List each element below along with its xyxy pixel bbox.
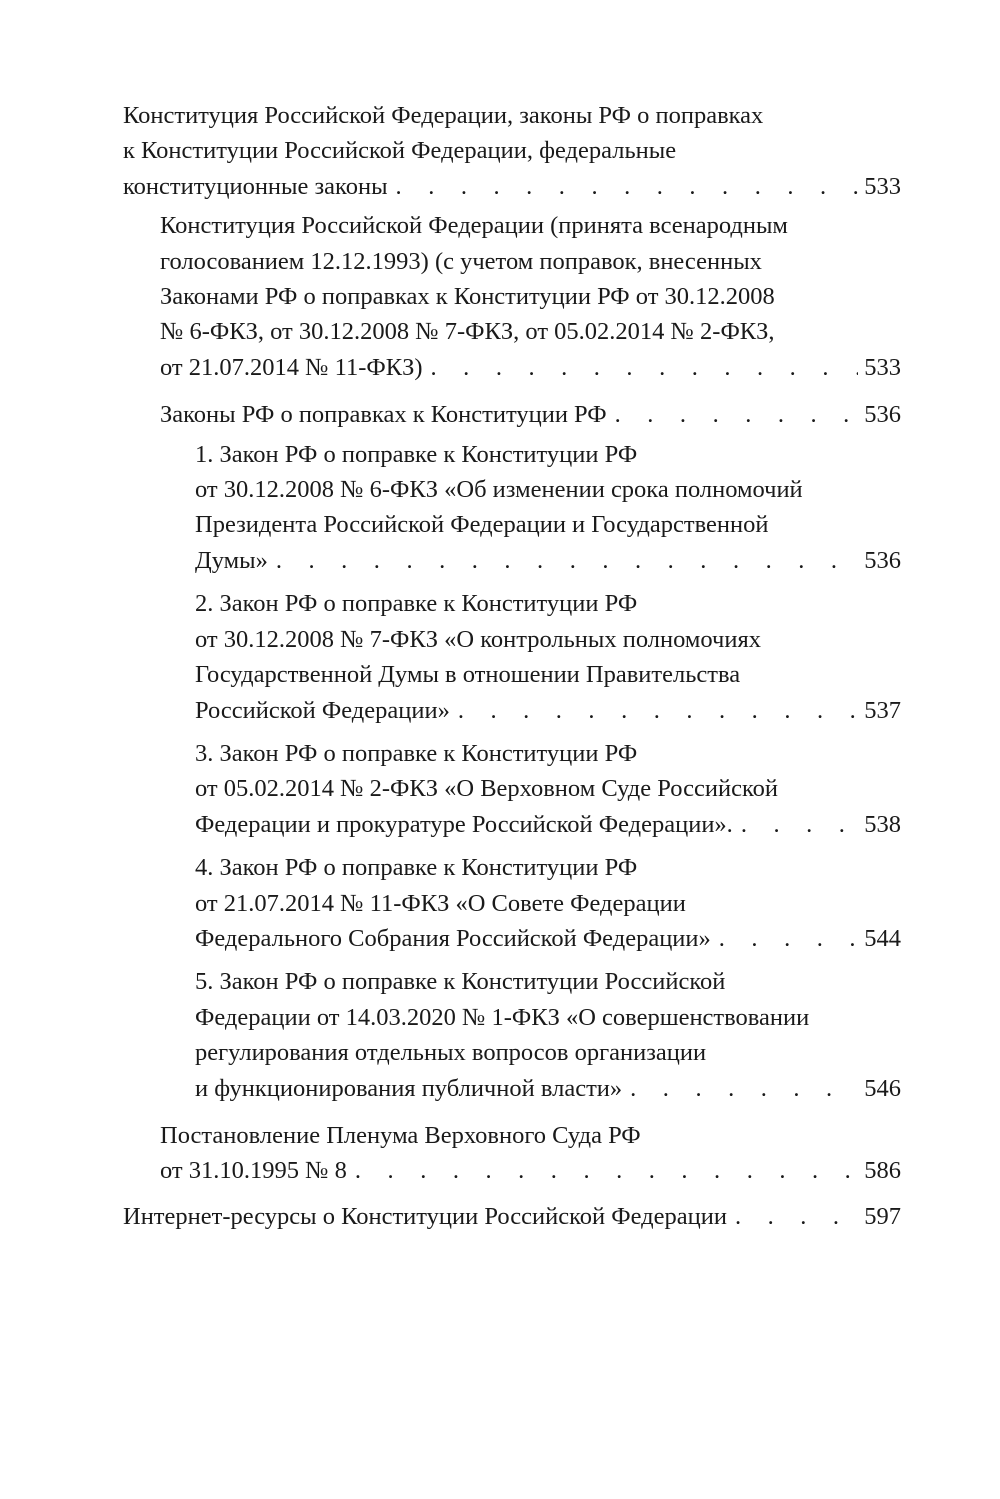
toc-entry-line: Думы» <box>195 546 268 574</box>
toc-entry-law-5[interactable] <box>123 964 901 1106</box>
toc-entry-line: Федерации от 14.03.2020 № 1-ФКЗ «О совершенствовании <box>195 1003 810 1031</box>
dot-leader <box>355 1153 858 1188</box>
page-number: 533 <box>864 353 901 381</box>
toc-entry-line: Конституция Российской Федерации (принята всенародным <box>160 212 788 240</box>
toc-entry-line: Конституция Российской Федерации, законы РФ о поправках <box>123 102 764 129</box>
dot-leader <box>615 397 859 432</box>
dot-leader <box>458 693 858 728</box>
toc-entry-line: от 31.10.1995 № 8 <box>160 1157 347 1185</box>
toc-entry-line: голосованием 12.12.1993) (с учетом поправок, внесенных <box>160 247 762 275</box>
page-number: 536 <box>864 546 901 574</box>
toc-entry-line: Государственной Думы в отношении Правительства <box>195 661 741 689</box>
toc-entry-line: от 30.12.2008 № 6-ФКЗ «Об изменении срока полномочий <box>195 476 803 504</box>
toc-entry-line: Законами РФ о поправках к Конституции РФ от 30.12.2008 <box>160 283 775 311</box>
dot-leader <box>741 807 858 842</box>
toc-entry-line: Федерального Собрания Российской Федерации» <box>195 924 711 952</box>
toc-entry-line: от 21.07.2014 № 11-ФКЗ) <box>160 353 423 381</box>
toc-entry-line: Интернет-ресурсы о Конституции Российской Федерации <box>123 1202 727 1230</box>
toc-entry-law-1[interactable] <box>123 437 901 579</box>
toc-entry-constitution-and-laws[interactable] <box>123 98 901 204</box>
toc-entry-line: Законы РФ о поправках к Конституции РФ <box>160 401 607 429</box>
page-number: 597 <box>864 1202 901 1230</box>
dot-leader <box>396 169 859 204</box>
toc-entry-line: Постановление Пленума Верховного Суда РФ <box>160 1121 641 1149</box>
toc-entry-amendment-laws[interactable] <box>123 397 901 432</box>
dot-leader <box>276 543 858 578</box>
toc-entry-line: Президента Российской Федерации и Государственной <box>195 511 769 539</box>
toc-entry-law-2[interactable] <box>123 586 901 728</box>
toc-entry-line: к Конституции Российской Федерации, федеральные <box>123 137 677 165</box>
page-number: 544 <box>864 924 901 952</box>
toc-entry-line: Федерации и прокуратуре Российской Федерации». <box>195 810 733 838</box>
page-number: 537 <box>864 696 901 724</box>
toc-entry-line: от 05.02.2014 № 2-ФКЗ «О Верховном Суде Российской <box>195 775 778 803</box>
toc-entry-line: 5. Закон РФ о поправке к Конституции Российской <box>195 968 726 996</box>
page-number: 536 <box>864 401 901 429</box>
toc-entry-law-3[interactable] <box>123 736 901 842</box>
dot-leader <box>719 921 858 956</box>
dot-leader <box>431 350 859 385</box>
table-of-contents <box>123 98 901 1234</box>
dot-leader <box>735 1199 858 1234</box>
page-number: 586 <box>864 1157 901 1185</box>
toc-entry-line: конституционные законы <box>123 172 388 200</box>
toc-entry-constitution[interactable] <box>123 208 901 385</box>
dot-leader <box>630 1071 858 1106</box>
toc-entry-line: регулирования отдельных вопросов организации <box>195 1039 707 1067</box>
page-number: 533 <box>864 172 901 200</box>
toc-entry-line: от 21.07.2014 № 11-ФКЗ «О Совете Федерации <box>195 889 686 917</box>
toc-entry-law-4[interactable] <box>123 850 901 956</box>
toc-entry-line: от 30.12.2008 № 7-ФКЗ «О контрольных полномочиях <box>195 625 761 653</box>
page-number: 538 <box>864 810 901 838</box>
toc-entry-line: Российской Федерации» <box>195 696 450 724</box>
toc-entry-line: 1. Закон РФ о поправке к Конституции РФ <box>195 440 638 468</box>
toc-entry-plenum-resolution[interactable] <box>123 1118 901 1189</box>
toc-entry-line: 2. Закон РФ о поправке к Конституции РФ <box>195 590 638 618</box>
page-number: 546 <box>864 1074 901 1102</box>
toc-entry-line: № 6-ФКЗ, от 30.12.2008 № 7-ФКЗ, от 05.02.2014 № 2-ФКЗ, <box>160 318 775 346</box>
toc-entry-line: 4. Закон РФ о поправке к Конституции РФ <box>195 854 638 882</box>
toc-entry-internet-resources[interactable] <box>123 1199 901 1234</box>
toc-entry-line: 3. Закон РФ о поправке к Конституции РФ <box>195 739 638 767</box>
toc-entry-line: и функционирования публичной власти» <box>195 1074 623 1102</box>
